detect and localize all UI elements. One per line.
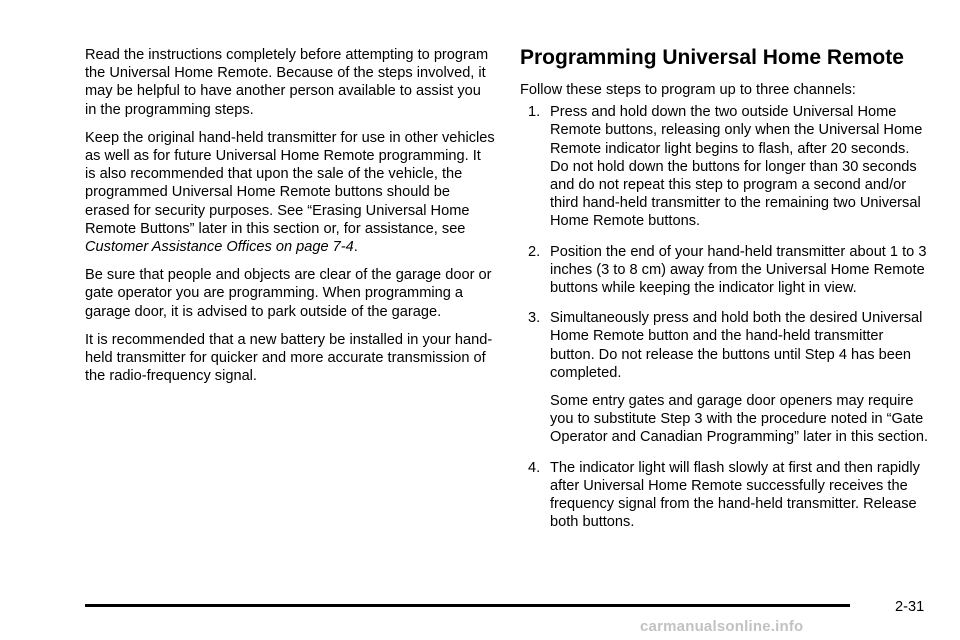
step-text: Simultaneously press and hold both the desired Universal Home Remote button and the hand-held transmitter button. Do not release the buttons until Step 4 has been completed.: [550, 310, 923, 381]
step-number: 4.: [528, 459, 541, 476]
step-text: Press and hold down the two outside Universal Home Remote buttons, releasing only when the Universal Home Remote indicator light begins to flash, after 20 seconds. Do not hold down the buttons for longer than 30 seconds and do not repeat this step to program a second and/or third hand-held transmitter to the remaining two Universal Home Remote buttons.: [550, 104, 923, 230]
step-item: [520, 243, 930, 298]
step-note: Some entry gates and garage door openers may require you to substitute Step 3 with the procedure noted in “Gate Operator and Canadian Programming” later in this section.: [550, 393, 929, 446]
page-number: 2-31: [895, 599, 925, 615]
paragraph-keep-transmitter-text: Keep the original hand-held transmitter for use in other vehicles as well as for future Universal Home Remote programming. It is also recommended that upon the sale of the vehicle, the programmed Universal Home Remote buttons should be erased for security purposes. See “Erasing Universal Home Remote Buttons” later in this section or, for assistance, see: [85, 129, 495, 237]
steps-list: [520, 103, 930, 531]
footer-rule: [85, 604, 850, 607]
paragraph-battery: It is recommended that a new battery be installed in your hand-held transmitter for quicker and more accurate transmission of the radio-frequency signal.: [85, 331, 493, 385]
step-text: Position the end of your hand-held transmitter about 1 to 3 inches (3 to 8 cm) away from the Universal Home Remote buttons while keeping the indicator light in view.: [550, 243, 927, 297]
section-heading: Programming Universal Home Remote: [520, 46, 904, 69]
left-column: [85, 46, 495, 395]
paragraph-instructions: Read the instructions completely before attempting to program the Universal Home Remote. Because of the steps involved, it may be helpful to have another person available to assist you in the programming steps.: [85, 47, 489, 118]
right-column: [520, 44, 930, 543]
step-item: [520, 103, 930, 230]
step-number: 1.: [528, 104, 541, 121]
step-item: [520, 309, 930, 446]
step-number: 2.: [528, 243, 541, 260]
steps-intro: Follow these steps to program up to three channels:: [520, 82, 856, 98]
paragraph-clear-area: Be sure that people and objects are clear of the garage door or gate operator you are programming. When programming a garage door, it is advised to park outside of the garage.: [85, 267, 492, 320]
watermark: carmanualsonline.info: [640, 618, 804, 635]
step-text: The indicator light will flash slowly at first and then rapidly after Universal Home Remote successfully receives the frequency signal from the hand-held transmitter. Release both buttons.: [550, 459, 920, 531]
customer-assistance-reference: Customer Assistance Offices on page 7-4: [85, 239, 354, 256]
step-number: 3.: [528, 310, 541, 327]
paragraph-keep-transmitter: [85, 129, 495, 256]
step-item: [520, 459, 930, 532]
paragraph-keep-transmitter-end: .: [353, 239, 358, 256]
